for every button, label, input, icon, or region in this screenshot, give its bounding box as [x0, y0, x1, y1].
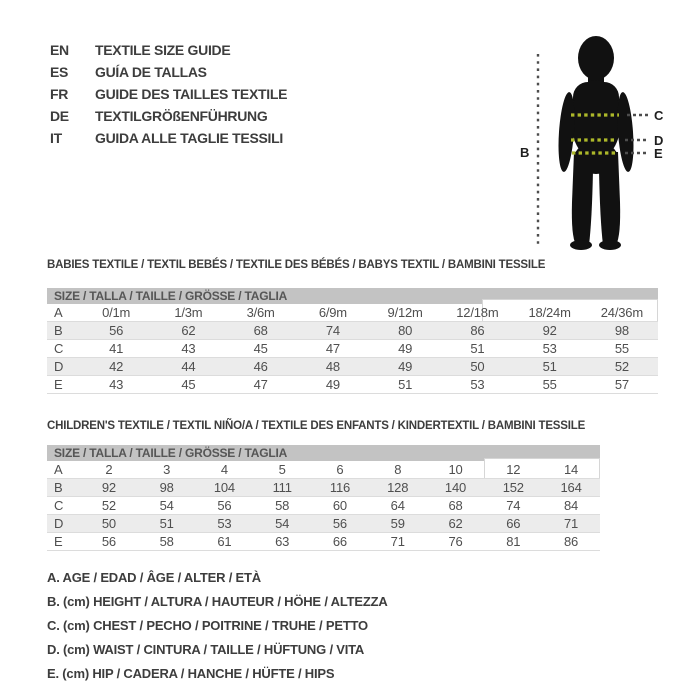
- size-value-cell: 66: [484, 515, 542, 533]
- size-value-cell: 53: [196, 515, 254, 533]
- size-value-cell: 71: [369, 533, 427, 551]
- legend-item: C. (cm) CHEST / PECHO / POITRINE / TRUHE / PETTO: [47, 618, 368, 633]
- size-value-cell: 52: [80, 497, 138, 515]
- size-value-cell: 111: [253, 479, 311, 497]
- size-value-cell: 56: [80, 533, 138, 551]
- size-value-cell: 12: [506, 462, 521, 477]
- size-value-cell: 44: [152, 358, 224, 376]
- row-label: D: [47, 515, 80, 533]
- size-value-cell: 98: [138, 479, 196, 497]
- size-value-cell: 51: [138, 515, 196, 533]
- language-code: ES: [50, 64, 69, 80]
- size-value-cell: 51: [441, 340, 513, 358]
- size-value-cell: 0/1m: [102, 305, 131, 320]
- legend-item: E. (cm) HIP / CADERA / HANCHE / HÜFTE / HIPS: [47, 666, 335, 681]
- size-value-cell: 50: [441, 358, 513, 376]
- size-value-cell: 48: [297, 358, 369, 376]
- size-value-cell: 49: [369, 340, 441, 358]
- children-size-table: [47, 445, 600, 551]
- size-value-cell: 61: [196, 533, 254, 551]
- size-value-cell: 84: [542, 497, 600, 515]
- size-value-cell: 9/12m: [387, 305, 423, 320]
- size-value-cell: 43: [80, 376, 152, 394]
- size-value-cell: 128: [369, 479, 427, 497]
- size-value-cell: 76: [427, 533, 485, 551]
- size-value-cell: 86: [542, 533, 600, 551]
- size-value-cell: 59: [369, 515, 427, 533]
- size-value-cell: 50: [80, 515, 138, 533]
- size-value-cell: 80: [369, 322, 441, 340]
- size-value-cell: 81: [484, 533, 542, 551]
- size-value-cell: 60: [311, 497, 369, 515]
- language-row: [50, 83, 287, 105]
- language-label: GUÍA DE TALLAS: [95, 64, 207, 80]
- table-row: [47, 304, 658, 322]
- legend-item: A. AGE / EDAD / ÂGE / ALTER / ETÀ: [47, 570, 261, 585]
- language-code: DE: [50, 108, 69, 124]
- size-value-cell: 64: [369, 497, 427, 515]
- size-value-cell: 49: [369, 358, 441, 376]
- row-label: A: [54, 462, 63, 477]
- size-value-cell: 4: [220, 462, 228, 477]
- row-label: D: [47, 358, 80, 376]
- children-section-title: CHILDREN'S TEXTILE / TEXTIL NIÑO/A / TEXTILE DES ENFANTS / KINDERTEXTIL / BAMBINI TESSILE: [47, 420, 586, 432]
- child-silhouette: [556, 36, 636, 250]
- waist-label: D: [654, 133, 664, 148]
- language-code: EN: [50, 42, 69, 58]
- size-value-cell: 51: [514, 358, 586, 376]
- language-label: GUIDE DES TAILLES TEXTILE: [95, 86, 288, 102]
- size-value-cell: 49: [297, 376, 369, 394]
- size-value-cell: 51: [369, 376, 441, 394]
- size-value-cell: 41: [80, 340, 152, 358]
- size-value-cell: 53: [514, 340, 586, 358]
- size-value-cell: 98: [586, 322, 658, 340]
- table-row: [47, 322, 658, 340]
- size-value-cell: 54: [138, 497, 196, 515]
- language-list: [50, 39, 287, 149]
- language-code: IT: [50, 130, 62, 146]
- language-row: [50, 39, 287, 61]
- size-value-cell: 68: [427, 497, 485, 515]
- row-label: C: [47, 497, 80, 515]
- size-value-cell: 2: [105, 462, 113, 477]
- size-value-cell: 6: [336, 462, 344, 477]
- row-label: B: [47, 479, 80, 497]
- size-value-cell: 74: [297, 322, 369, 340]
- size-value-cell: 56: [80, 322, 152, 340]
- size-value-cell: 47: [225, 376, 297, 394]
- size-value-cell: 92: [514, 322, 586, 340]
- children-size-header-bar: SIZE / TALLA / TAILLE / GRÖSSE / TAGLIA: [47, 445, 600, 461]
- size-value-cell: 47: [297, 340, 369, 358]
- size-value-cell: 62: [427, 515, 485, 533]
- row-label: C: [47, 340, 80, 358]
- table-row: [47, 515, 600, 533]
- size-value-cell: 1/3m: [174, 305, 203, 320]
- size-value-cell: 14: [564, 462, 579, 477]
- size-value-cell: 104: [196, 479, 254, 497]
- legend-item: D. (cm) WAIST / CINTURA / TAILLE / HÜFTUNG / VITA: [47, 642, 365, 657]
- size-value-cell: 66: [311, 533, 369, 551]
- babies-section-title: BABIES TEXTILE / TEXTIL BEBÉS / TEXTILE DES BÉBÉS / BABYS TEXTIL / BAMBINI TESSILE: [47, 259, 546, 271]
- language-label: TEXTILE SIZE GUIDE: [95, 42, 231, 58]
- language-label: TEXTILGRÖßENFÜHRUNG: [95, 108, 268, 124]
- row-label: B: [47, 322, 80, 340]
- size-value-cell: 3/6m: [246, 305, 275, 320]
- row-label: A: [54, 305, 63, 320]
- size-value-cell: 10: [448, 462, 463, 477]
- size-value-cell: 12/18m: [456, 305, 499, 320]
- size-value-cell: 116: [311, 479, 369, 497]
- babies-size-table: [47, 288, 658, 394]
- child-figure: [515, 20, 685, 255]
- size-value-cell: 56: [196, 497, 254, 515]
- size-value-cell: 45: [225, 340, 297, 358]
- babies-size-header-bar: SIZE / TALLA / TAILLE / GRÖSSE / TAGLIA: [47, 288, 658, 304]
- row-label: E: [47, 376, 80, 394]
- table-row: [47, 533, 600, 551]
- size-value-cell: 55: [514, 376, 586, 394]
- size-value-cell: 58: [138, 533, 196, 551]
- size-value-cell: 164: [542, 479, 600, 497]
- size-value-cell: 54: [253, 515, 311, 533]
- table-row: [47, 358, 658, 376]
- row-label: E: [47, 533, 80, 551]
- size-value-cell: 42: [80, 358, 152, 376]
- size-value-cell: 46: [225, 358, 297, 376]
- language-label: GUIDA ALLE TAGLIE TESSILI: [95, 130, 283, 146]
- size-value-cell: 43: [152, 340, 224, 358]
- size-value-cell: 6/9m: [318, 305, 347, 320]
- size-value-cell: 5: [278, 462, 286, 477]
- size-value-cell: 52: [586, 358, 658, 376]
- size-value-cell: 53: [441, 376, 513, 394]
- height-label: B: [520, 145, 530, 160]
- size-value-cell: 8: [394, 462, 402, 477]
- chest-label: C: [654, 108, 664, 123]
- table-row: [47, 376, 658, 394]
- size-value-cell: 57: [586, 376, 658, 394]
- legend-item: B. (cm) HEIGHT / ALTURA / HAUTEUR / HÖHE / ALTEZZA: [47, 594, 388, 609]
- size-value-cell: 152: [484, 479, 542, 497]
- size-value-cell: 62: [152, 322, 224, 340]
- size-value-cell: 3: [163, 462, 171, 477]
- size-value-cell: 74: [484, 497, 542, 515]
- language-row: [50, 105, 287, 127]
- size-value-cell: 55: [586, 340, 658, 358]
- measurement-legend: [47, 566, 388, 686]
- size-value-cell: 71: [542, 515, 600, 533]
- size-value-cell: 92: [80, 479, 138, 497]
- size-value-cell: 56: [311, 515, 369, 533]
- size-value-cell: 86: [441, 322, 513, 340]
- size-value-cell: 24/36m: [600, 305, 643, 320]
- hip-label: E: [654, 146, 663, 161]
- language-code: FR: [50, 86, 69, 102]
- size-value-cell: 140: [427, 479, 485, 497]
- language-row: [50, 61, 287, 83]
- size-value-cell: 18/24m: [528, 305, 571, 320]
- size-value-cell: 68: [225, 322, 297, 340]
- table-row: [47, 497, 600, 515]
- table-row: [47, 461, 600, 479]
- language-row: [50, 127, 287, 149]
- size-value-cell: 58: [253, 497, 311, 515]
- size-value-cell: 63: [253, 533, 311, 551]
- table-row: [47, 340, 658, 358]
- table-row: [47, 479, 600, 497]
- size-value-cell: 45: [152, 376, 224, 394]
